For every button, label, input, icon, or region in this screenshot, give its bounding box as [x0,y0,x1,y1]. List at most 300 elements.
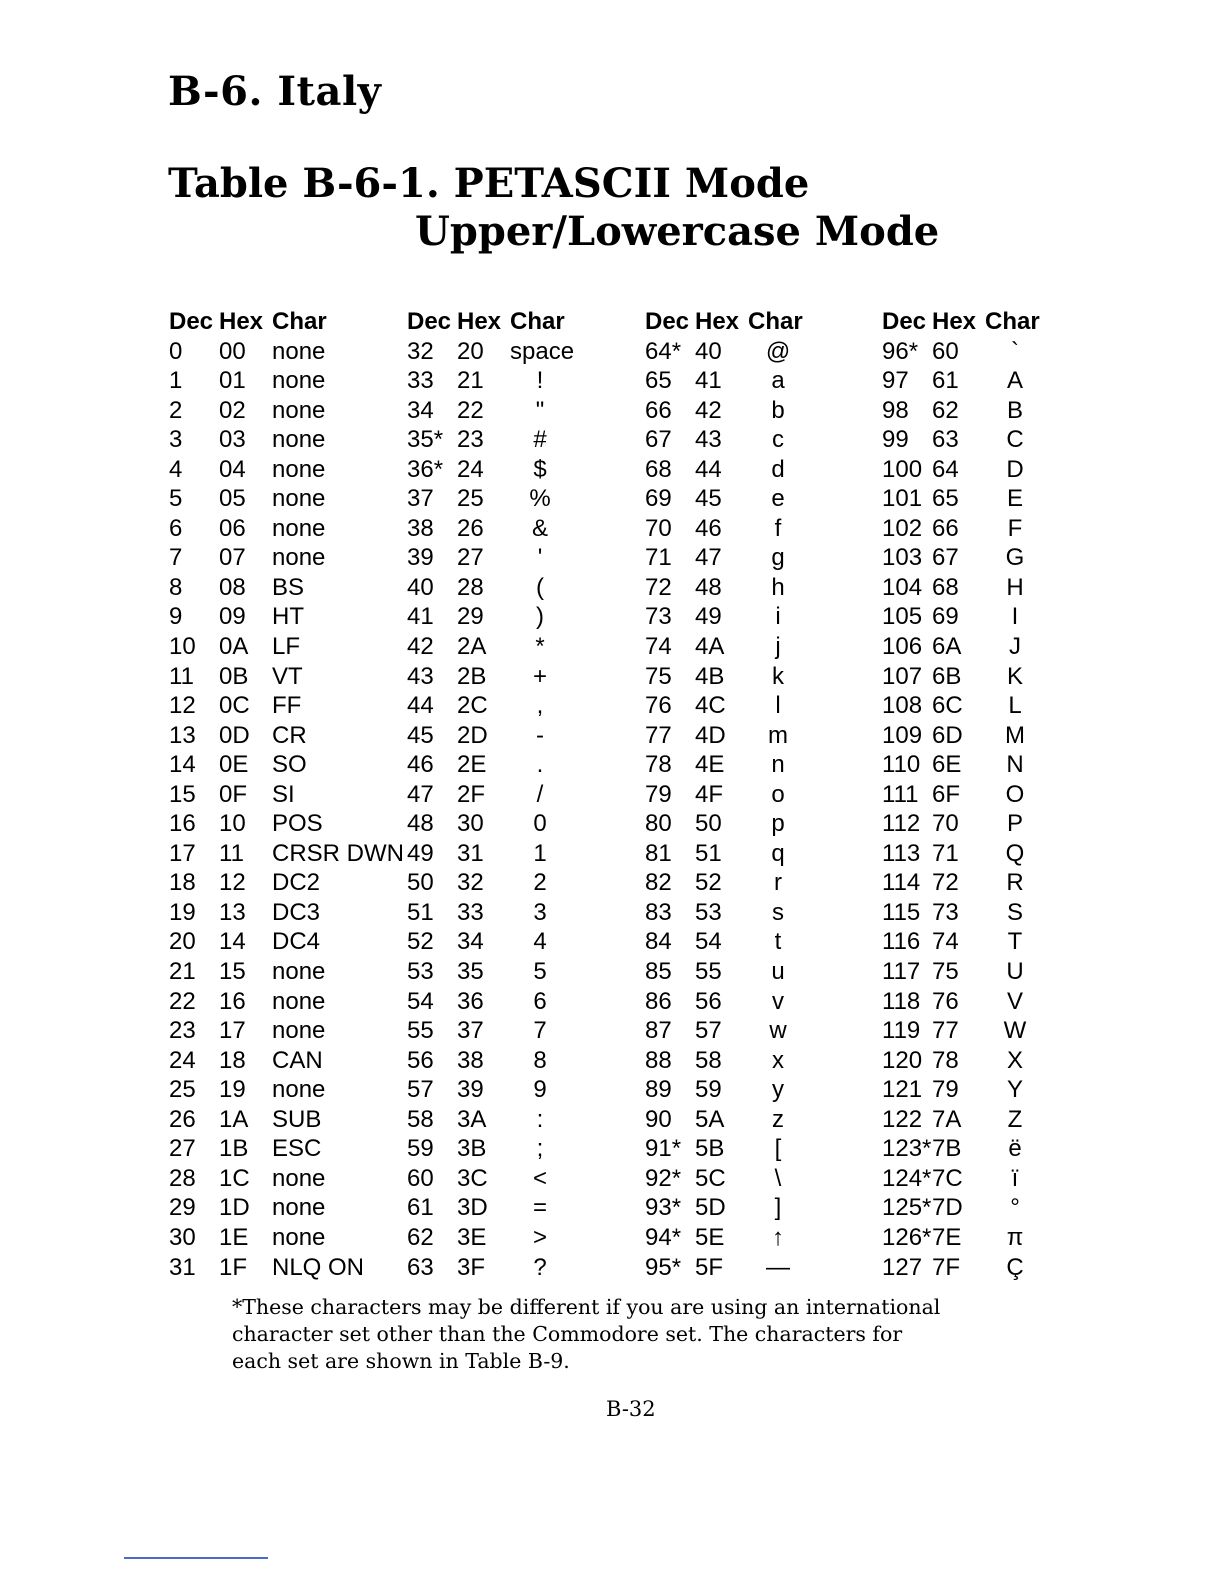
hex-value: 14 [219,928,246,956]
char-value: none [272,337,326,365]
char-value: CAN [272,1046,323,1074]
dec-value: 87 [645,1017,672,1045]
char-value: ë [1008,1135,1022,1163]
hex-value: 15 [219,958,246,986]
dec-value: 83 [645,898,672,926]
hex-value: 5E [695,1223,725,1251]
bottom-rule [124,1557,268,1559]
hex-value: 3A [457,1105,487,1133]
dec-value: 82 [645,869,672,897]
dec-value: 24 [169,1046,196,1074]
dec-value: 104 [882,573,923,601]
hex-value: 01 [219,367,246,395]
char-value: N [1006,751,1024,779]
char-value: O [1005,780,1025,808]
hex-value: 4E [695,751,725,779]
dec-header: Dec [645,308,690,335]
char-header: Char [510,308,565,335]
hex-value: 0E [219,751,249,779]
dec-value: 29 [169,1194,196,1222]
hex-value: 64 [932,455,959,483]
hex-value: 4F [695,780,724,808]
dec-value: 47 [407,780,434,808]
char-value: @ [765,337,791,365]
dec-value: 4 [169,455,183,483]
hex-value: 18 [219,1046,246,1074]
dec-value: 95* [645,1253,682,1281]
hex-value: 1A [219,1105,249,1133]
hex-value: 33 [457,898,484,926]
hex-value: 46 [695,514,722,542]
char-value: F [1007,514,1023,542]
char-value: none [272,1194,326,1222]
dec-value: 125* [882,1194,932,1222]
dec-value: 52 [407,928,434,956]
char-value: v [772,987,784,1015]
char-value: I [1011,603,1019,631]
hex-value: 5F [695,1253,724,1281]
hex-value: 5A [695,1105,725,1133]
hex-value: 52 [695,869,722,897]
char-value: K [1006,662,1023,690]
char-value: A [1006,367,1023,395]
char-value: r [774,869,782,897]
hex-value: 28 [457,573,484,601]
dec-value: 58 [407,1105,434,1133]
char-header: Char [748,308,803,335]
hex-value: 3D [457,1194,488,1222]
char-value: x [772,1046,784,1074]
dec-value: 33 [407,367,434,395]
hex-value: 43 [695,426,722,454]
dec-value: 60 [407,1164,434,1192]
dec-value: 42 [407,633,434,661]
char-value: C [1006,426,1024,454]
char-value: ` [1011,337,1019,365]
dec-value: 99 [882,426,909,454]
dec-value: 89 [645,1076,672,1104]
hex-value: 12 [219,869,246,897]
char-value: H [1006,573,1024,601]
hex-value: 79 [932,1076,959,1104]
char-value: DC3 [272,898,321,926]
dec-value: 35* [407,426,444,454]
hex-value: 2E [457,751,487,779]
dec-value: 11 [169,662,194,690]
dec-value: 18 [169,869,196,897]
dec-value: 111 [882,780,919,808]
char-value: 0 [533,810,547,838]
dec-value: 6 [169,514,183,542]
char-value: z [772,1105,784,1133]
hex-value: 00 [219,337,246,365]
hex-value: 7D [932,1194,963,1222]
hex-value: 06 [219,514,246,542]
char-value: d [771,455,785,483]
char-value: none [272,426,326,454]
dec-value: 71 [645,544,672,572]
dec-value: 23 [169,1017,196,1045]
dec-value: 124* [882,1164,932,1192]
char-value: 9 [533,1076,547,1104]
hex-value: 6B [932,662,962,690]
char-value: ' [537,544,543,572]
char-value: n [771,751,785,779]
dec-value: 5 [169,485,183,513]
hex-value: 20 [457,337,484,365]
dec-value: 38 [407,514,434,542]
char-value: ; [536,1135,544,1163]
hex-value: 1B [219,1135,249,1163]
hex-value: 2F [457,780,486,808]
char-value: Z [1007,1105,1023,1133]
dec-value: 105 [882,603,923,631]
hex-value: 05 [219,485,246,513]
hex-value: 56 [695,987,722,1015]
hex-value: 10 [219,810,246,838]
dec-value: 30 [169,1223,196,1251]
dec-value: 98 [882,396,909,424]
hex-value: 2C [457,692,488,720]
hex-value: 1D [219,1194,250,1222]
dec-value: 41 [407,603,434,631]
dec-value: 84 [645,928,672,956]
dec-value: 119 [882,1017,921,1045]
char-value: [ [774,1135,782,1163]
hex-header: Hex [695,308,740,335]
dec-value: 85 [645,958,672,986]
char-value: M [1005,721,1025,749]
hex-value: 7B [932,1135,962,1163]
dec-value: 61 [407,1194,434,1222]
char-value: p [771,810,785,838]
dec-value: 3 [169,426,183,454]
dec-value: 49 [407,839,434,867]
dec-value: 25 [169,1076,196,1104]
char-value: ï [1011,1164,1019,1192]
dec-value: 108 [882,692,923,720]
char-value: \ [774,1164,782,1192]
char-value: ! [536,367,544,395]
hex-value: 03 [219,426,246,454]
char-value: HT [272,603,304,631]
hex-value: 45 [695,485,722,513]
hex-value: 13 [219,898,246,926]
hex-value: 02 [219,396,246,424]
char-value: NLQ ON [272,1253,365,1281]
dec-value: 55 [407,1017,434,1045]
hex-value: 4D [695,721,726,749]
char-value: J [1009,633,1021,661]
dec-value: 75 [645,662,672,690]
page-number: B-32 [606,1397,656,1421]
char-value: ( [536,573,544,601]
hex-value: 36 [457,987,484,1015]
hex-value: 3B [457,1135,487,1163]
dec-value: 90 [645,1105,672,1133]
char-value: L [1008,692,1022,720]
char-value: T [1007,928,1023,956]
char-value: ESC [272,1135,322,1163]
table-title [168,160,939,256]
dec-value: 48 [407,810,434,838]
hex-value: 3E [457,1223,487,1251]
dec-header: Dec [407,308,452,335]
hex-value: 40 [695,337,722,365]
hex-value: 09 [219,603,246,631]
char-value: B [1006,396,1023,424]
dec-value: 106 [882,633,923,661]
dec-value: 62 [407,1223,434,1251]
hex-value: 61 [932,367,959,395]
dec-value: 76 [645,692,672,720]
dec-value: 114 [882,869,921,897]
hex-value: 75 [932,958,959,986]
hex-value: 6F [932,780,961,808]
dec-value: 1 [169,367,183,395]
dec-value: 122 [882,1105,923,1133]
dec-value: 13 [169,721,196,749]
char-value: & [531,514,548,542]
dec-value: 79 [645,780,672,808]
hex-value: 62 [932,396,959,424]
hex-value: 51 [695,839,722,867]
char-value: S [1006,898,1023,926]
dec-value: 17 [169,839,196,867]
dec-value: 20 [169,928,196,956]
char-value: R [1006,869,1024,897]
dec-value: 40 [407,573,434,601]
char-value: DC4 [272,928,321,956]
hex-value: 1C [219,1164,250,1192]
dec-value: 91* [645,1135,682,1163]
char-value: POS [272,810,323,838]
char-value: c [772,426,784,454]
char-value: none [272,987,326,1015]
dec-value: 88 [645,1046,672,1074]
char-value: l [775,692,781,720]
hex-value: 72 [932,869,959,897]
char-value: none [272,396,326,424]
hex-value: 49 [695,603,722,631]
dec-value: 37 [407,485,434,513]
dec-value: 73 [645,603,672,631]
char-value: m [768,721,788,749]
hex-value: 68 [932,573,959,601]
char-header: Char [272,308,327,335]
char-value: D [1006,455,1024,483]
char-value: LF [272,633,301,661]
dec-value: 121 [882,1076,923,1104]
char-value: P [1006,810,1023,838]
hex-value: 6E [932,751,962,779]
hex-value: 3C [457,1164,488,1192]
dec-value: 109 [882,721,923,749]
dec-value: 107 [882,662,923,690]
char-value: BS [272,573,305,601]
hex-value: 1E [219,1223,249,1251]
char-value: none [272,1076,326,1104]
char-value: G [1005,544,1025,572]
hex-value: 55 [695,958,722,986]
dec-value: 36* [407,455,444,483]
char-value: U [1006,958,1024,986]
char-value: . [536,751,544,779]
dec-value: 44 [407,692,434,720]
hex-value: 6D [932,721,963,749]
hex-value: 16 [219,987,246,1015]
dec-value: 80 [645,810,672,838]
hex-value: 17 [219,1017,246,1045]
hex-value: 08 [219,573,246,601]
char-value: SO [272,751,307,779]
hex-value: 42 [695,396,722,424]
hex-value: 37 [457,1017,484,1045]
dec-value: 66 [645,396,672,424]
hex-value: 7C [932,1164,963,1192]
char-value: > [532,1223,547,1251]
dec-value: 26 [169,1105,196,1133]
footnote: *These characters may be different if you are using an international character set other than the Commodore set. The characters for each set are shown in Table B-9. [232,1295,941,1373]
hex-value: 6C [932,692,963,720]
hex-value: 4B [695,662,725,690]
hex-value: 0D [219,721,250,749]
dec-value: 22 [169,987,196,1015]
char-value: ? [533,1253,547,1281]
char-value: none [272,1223,326,1251]
hex-value: 34 [457,928,484,956]
char-value: 4 [533,928,547,956]
char-value: < [532,1164,547,1192]
dec-value: 27 [169,1135,196,1163]
hex-value: 35 [457,958,484,986]
char-value: $ [533,455,547,483]
hex-value: 54 [695,928,722,956]
hex-value: 7A [932,1105,962,1133]
hex-value: 73 [932,898,959,926]
char-value: W [1003,1017,1027,1045]
dec-value: 72 [645,573,672,601]
dec-value: 53 [407,958,434,986]
hex-value: 22 [457,396,484,424]
dec-value: 57 [407,1076,434,1104]
char-value: q [771,839,785,867]
dec-value: 123* [882,1135,932,1163]
hex-value: 41 [695,367,722,395]
hex-value: 0F [219,780,248,808]
char-header: Char [985,308,1040,335]
dec-value: 117 [882,958,921,986]
char-value: π [1006,1223,1024,1251]
hex-value: 60 [932,337,959,365]
dec-value: 74 [645,633,672,661]
hex-value: 07 [219,544,246,572]
hex-header: Hex [457,308,502,335]
char-value: E [1006,485,1023,513]
dec-value: 100 [882,455,923,483]
char-value: * [535,633,545,661]
dec-value: 10 [169,633,196,661]
char-value: 6 [533,987,547,1015]
hex-value: 59 [695,1076,722,1104]
char-value: none [272,514,326,542]
dec-value: 97 [882,367,909,395]
char-value: FF [272,692,302,720]
hex-value: 1F [219,1253,248,1281]
hex-value: 39 [457,1076,484,1104]
dec-value: 46 [407,751,434,779]
char-value: ] [774,1194,782,1222]
dec-value: 15 [169,780,196,808]
hex-value: 53 [695,898,722,926]
hex-header: Hex [932,308,977,335]
char-value: none [272,1017,326,1045]
dec-value: 86 [645,987,672,1015]
char-value: Ç [1006,1253,1024,1281]
hex-value: 2D [457,721,488,749]
dec-value: 14 [169,751,196,779]
char-value: j [775,633,781,661]
hex-value: 78 [932,1046,959,1074]
dec-value: 2 [169,396,183,424]
char-value: a [771,367,785,395]
char-value: 2 [533,869,547,897]
hex-value: 50 [695,810,722,838]
hex-value: 23 [457,426,484,454]
char-value: o [771,780,785,808]
dec-value: 94* [645,1223,682,1251]
dec-value: 19 [169,898,196,926]
char-value: Y [1006,1076,1023,1104]
dec-value: 126* [882,1223,932,1251]
hex-value: 31 [457,839,484,867]
char-value: w [769,1017,787,1045]
char-value: X [1006,1046,1023,1074]
char-value: u [771,958,785,986]
hex-value: 6A [932,633,962,661]
dec-value: 39 [407,544,434,572]
char-value: DC2 [272,869,321,897]
char-value: CR [272,721,307,749]
dec-value: 9 [169,603,183,631]
dec-value: 103 [882,544,923,572]
char-value: Q [1005,839,1025,867]
dec-value: 92* [645,1164,682,1192]
hex-value: 4C [695,692,726,720]
dec-value: 115 [882,898,921,926]
hex-value: 21 [457,367,484,395]
char-value: 8 [533,1046,547,1074]
char-value: none [272,1164,326,1192]
hex-value: 57 [695,1017,722,1045]
hex-value: 67 [932,544,959,572]
hex-value: 66 [932,514,959,542]
hex-value: 19 [219,1076,246,1104]
dec-value: 67 [645,426,672,454]
dec-value: 54 [407,987,434,1015]
dec-value: 51 [407,898,434,926]
section-title: B-6. Italy [168,68,382,115]
hex-header: Hex [219,308,264,335]
dec-header: Dec [169,308,214,335]
char-value: 5 [533,958,547,986]
hex-value: 7F [932,1253,961,1281]
dec-value: 68 [645,455,672,483]
hex-value: 69 [932,603,959,631]
hex-value: 70 [932,810,959,838]
char-value: none [272,958,326,986]
hex-value: 71 [932,839,959,867]
